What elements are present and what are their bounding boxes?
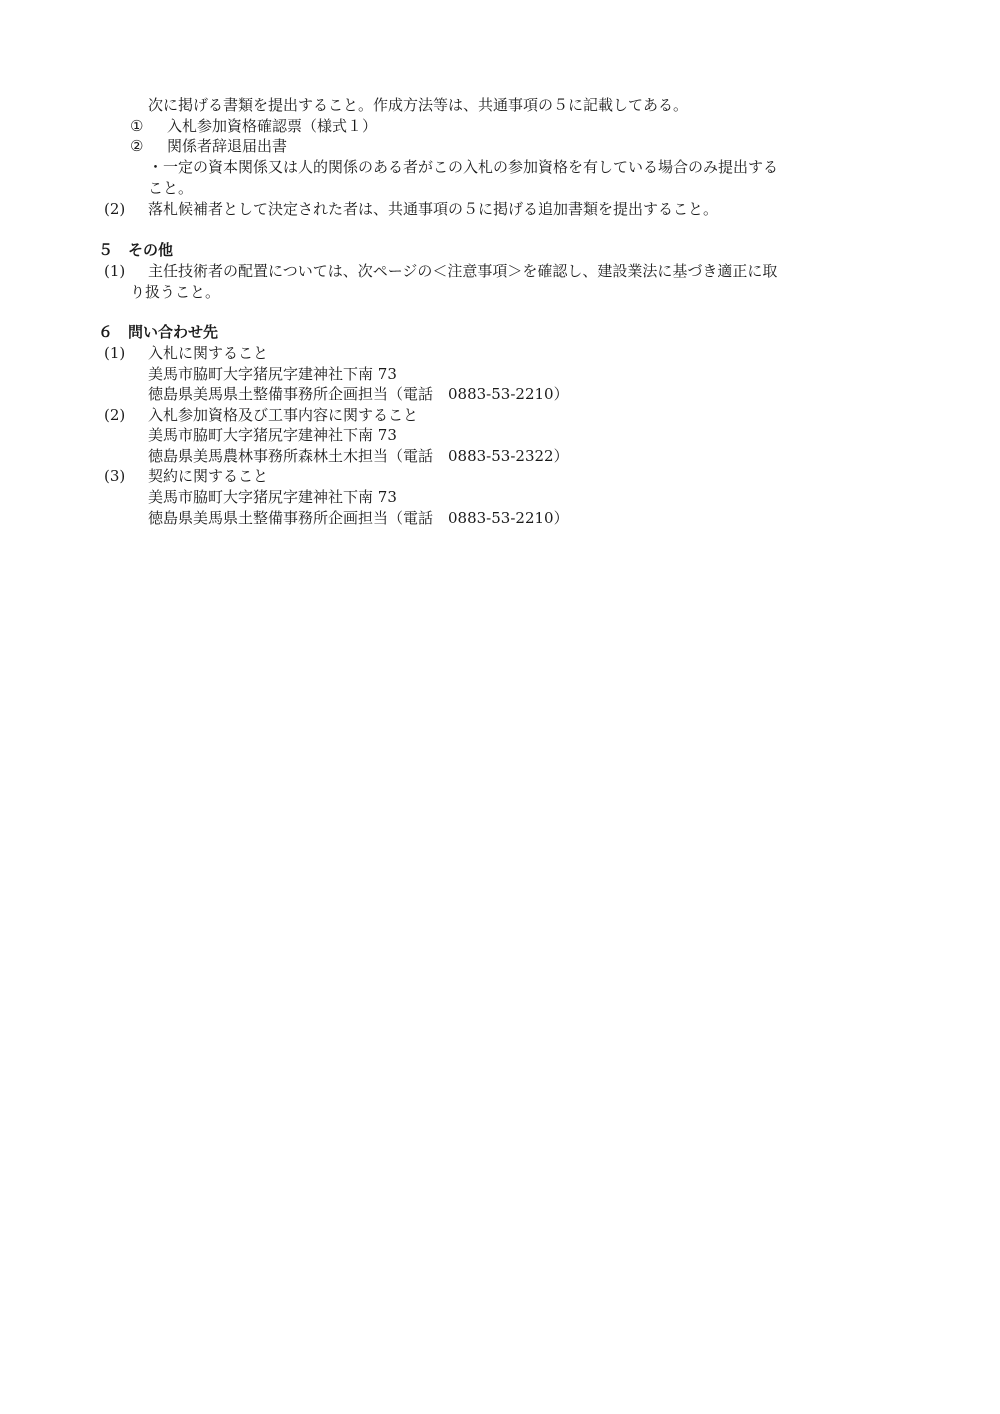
- contact-1-title: 入札に関すること: [148, 344, 269, 362]
- contact-1-address: 美馬市脇町大字猪尻字建神社下南 73: [148, 365, 397, 383]
- paragraph-2-marker: (2): [104, 200, 126, 218]
- note-line-2: こと。: [148, 179, 194, 197]
- contact-2-address: 美馬市脇町大字猪尻字建神社下南 73: [148, 426, 397, 444]
- contact-2-title: 入札参加資格及び工事内容に関すること: [148, 406, 419, 424]
- section-5-p1-marker: (1): [104, 262, 126, 280]
- note-line-1: ・一定の資本関係又は人的関係のある者がこの入札の参加資格を有している場合のみ提出する: [148, 158, 779, 176]
- item-1-marker: ①: [130, 117, 144, 135]
- item-1-text: 入札参加資格確認票（様式１）: [167, 117, 378, 135]
- contact-3-marker: (3): [104, 467, 126, 485]
- section-6-heading: ６ 問い合わせ先: [98, 323, 219, 341]
- contact-2-office: 徳島県美馬農林事務所森林土木担当（電話 0883-53-2322）: [148, 447, 569, 465]
- contact-1-marker: (1): [104, 344, 126, 362]
- contact-3-title: 契約に関すること: [148, 467, 269, 485]
- section-5-p1-line-2: り扱うこと。: [130, 283, 221, 301]
- paragraph-2-text: 落札候補者として決定された者は、共通事項の５に掲げる追加書類を提出すること。: [148, 200, 719, 218]
- item-2-text: 関係者辞退届出書: [167, 137, 288, 155]
- section-5-p1-line-1: 主任技術者の配置については、次ページの＜注意事項＞を確認し、建設業法に基づき適正に取: [148, 262, 778, 280]
- contact-1-office: 徳島県美馬県土整備事務所企画担当（電話 0883-53-2210）: [148, 385, 569, 403]
- required-docs-intro: 次に掲げる書類を提出すること。作成方法等は、共通事項の５に記載してある。: [148, 96, 689, 114]
- contact-3-address: 美馬市脇町大字猪尻字建神社下南 73: [148, 488, 397, 506]
- contact-3-office: 徳島県美馬県土整備事務所企画担当（電話 0883-53-2210）: [148, 509, 569, 527]
- section-5-heading: ５ その他: [98, 241, 174, 259]
- item-2-marker: ②: [130, 137, 144, 155]
- contact-2-marker: (2): [104, 406, 126, 424]
